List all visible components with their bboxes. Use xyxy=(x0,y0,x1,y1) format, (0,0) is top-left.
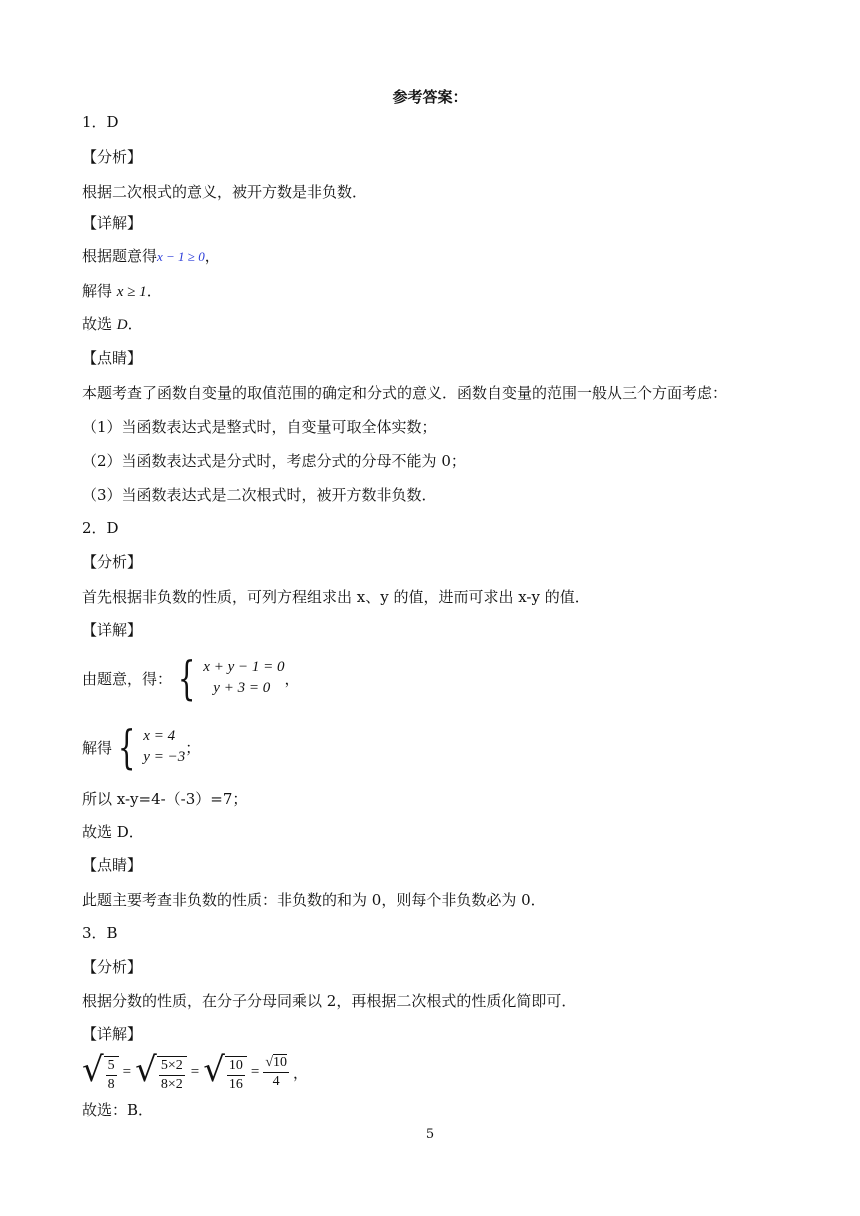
q1-comment-item1: （1）当函数表达式是整式时，自变量可取全体实数； xyxy=(82,418,437,436)
q2-system-2-suffix: ； xyxy=(185,738,201,757)
q3-f3-numerator: 10 xyxy=(227,1057,245,1076)
q3-expression-suffix: ， xyxy=(293,1063,309,1082)
q3-expression xyxy=(82,1050,308,1094)
equals-sign: = xyxy=(250,1063,260,1080)
q1-detail-line2-prefix: 解得 xyxy=(82,282,113,300)
q3-fraction-4 xyxy=(263,1054,289,1091)
q3-f1-denominator: 8 xyxy=(107,1077,115,1092)
q2-system-2-row2: y = −3 xyxy=(143,749,186,765)
q3-fraction-3 xyxy=(227,1057,245,1094)
q2-comment-text: 此题主要考查非负数的性质：非负数的和为 0，则每个非负数必为 0． xyxy=(82,891,546,909)
q2-system-1-prefix: 由题意，得： xyxy=(82,669,173,688)
q2-system-2 xyxy=(82,720,201,774)
q3-sqrt-2 xyxy=(135,1050,187,1094)
q1-detail-line3-suffix: ． xyxy=(127,315,143,333)
q1-detail-line1-suffix: ， xyxy=(204,247,220,265)
q2-system-2-rows xyxy=(143,726,185,768)
q3-sqrt-1 xyxy=(82,1050,119,1094)
q2-system-1-suffix: ， xyxy=(284,669,300,688)
q3-fraction-1 xyxy=(106,1057,117,1094)
q2-detail-heading: 【详解】 xyxy=(82,621,143,639)
q3-f4-numerator xyxy=(263,1054,289,1073)
q1-analysis-heading: 【分析】 xyxy=(82,148,143,166)
page-title: 参考答案： xyxy=(392,88,468,106)
q1-comment-heading: 【点睛】 xyxy=(82,349,143,367)
q3-choose: 故选：B． xyxy=(82,1101,154,1119)
q2-answer: 2．D xyxy=(82,519,119,537)
page-number: 5 xyxy=(425,1127,435,1142)
q2-result: 所以 x-y=4-（-3）=7； xyxy=(82,790,248,808)
q1-inequality: x − 1 ≥ 0 xyxy=(157,249,205,264)
q2-analysis-heading: 【分析】 xyxy=(82,553,143,571)
q3-sqrt-3 xyxy=(203,1050,247,1094)
left-brace-icon: { xyxy=(117,720,136,774)
q2-choose: 故选 D． xyxy=(82,823,144,841)
q2-system-1-rows xyxy=(203,657,284,699)
q3-f2-denominator: 8×2 xyxy=(160,1077,183,1092)
equals-sign: = xyxy=(190,1063,200,1080)
q1-detail-line3 xyxy=(82,314,143,335)
q2-system-1-row1: x + y − 1 = 0 xyxy=(203,659,285,675)
left-brace-icon: { xyxy=(177,651,196,705)
q3-f4-radicand: 10 xyxy=(273,1054,288,1070)
q2-comment-heading: 【点睛】 xyxy=(82,856,143,874)
q1-answer: 1．D xyxy=(82,113,119,131)
q3-detail-heading: 【详解】 xyxy=(82,1025,143,1043)
q1-choice: D xyxy=(116,317,128,333)
equals-sign: = xyxy=(122,1063,132,1080)
q1-comment-item3: （3）当函数表达式是二次根式时，被开方数非负数． xyxy=(82,486,437,504)
q3-analysis-text: 根据分数的性质，在分子分母同乘以 2，再根据二次根式的性质化简即可． xyxy=(82,992,577,1010)
q2-system-2-prefix: 解得 xyxy=(82,738,113,757)
q3-f2-numerator: 5×2 xyxy=(159,1057,185,1076)
q1-comment-text: 本题考查了函数自变量的取值范围的确定和分式的意义．函数自变量的范围一般从三个方面考虑： xyxy=(82,384,728,402)
q1-analysis-text: 根据二次根式的意义，被开方数是非负数． xyxy=(82,183,368,201)
q3-fraction-2 xyxy=(159,1057,185,1094)
q3-f3-denominator: 16 xyxy=(228,1077,243,1092)
q1-detail-line1 xyxy=(82,246,220,267)
q3-answer: 3．B xyxy=(82,924,118,942)
q3-f1-numerator: 5 xyxy=(106,1057,117,1076)
q3-analysis-heading: 【分析】 xyxy=(82,958,143,976)
q2-system-2-row1: x = 4 xyxy=(143,728,176,744)
radical-icon: √ xyxy=(203,1050,225,1090)
q2-system-1 xyxy=(82,651,300,705)
q1-solution: x ≥ 1 xyxy=(116,284,147,300)
radical-icon: √ xyxy=(265,1054,274,1070)
q2-system-1-row2: y + 3 = 0 xyxy=(213,680,271,696)
q2-analysis-text: 首先根据非负数的性质，可列方程组求出 x、y 的值，进而可求出 x-y 的值． xyxy=(82,588,590,606)
q1-detail-line3-prefix: 故选 xyxy=(82,315,113,333)
q1-comment-item2: （2）当函数表达式是分式时，考虑分式的分母不能为 0； xyxy=(82,452,466,470)
q3-f4-denominator: 4 xyxy=(272,1073,280,1089)
radical-icon: √ xyxy=(135,1050,157,1090)
q1-detail-heading: 【详解】 xyxy=(82,214,143,232)
q1-detail-line2-suffix: ． xyxy=(146,282,162,300)
radical-icon: √ xyxy=(82,1050,104,1090)
q1-detail-line2 xyxy=(82,281,162,302)
q1-detail-line1-prefix: 根据题意得 xyxy=(82,247,158,265)
